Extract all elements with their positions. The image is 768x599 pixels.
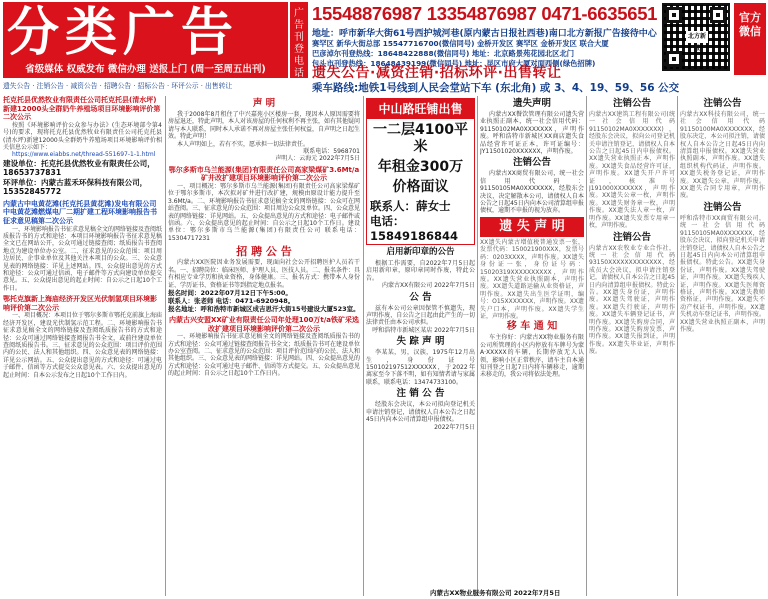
ad-title: 内蒙古兴安盟XX矿业有限责任公司年处理100万t/a铁矿采选改扩建项目环境影响评价第二次公示 bbox=[168, 315, 360, 333]
declaration-body: 内蒙古XX餐饮管理有限公司遗失营业执照正副本，统一社会信用代码：91150102MA0XXXXXXX，声明作废。呼和浩特市新城区XX商店遗失食品经营许可证正本，许可证编号：JY11501020XXXXXX，声明作废。 bbox=[480, 111, 584, 156]
tagline: 遗失公告·减资注销·招标环评·出售转让 bbox=[312, 65, 562, 81]
cancel-body: 呼和浩特市XX商贸有限公司，统一社会信用代码91150105MA0XXXXXXX，经股东会决议，拟向登记机关申请注销登记，请债权人自本公告之日起45日内向本公司清算组申报债权。特此公告。XX遗失身份证，声明作废。XX遗失驾驶证，声明作废。XX遗失残疾人证，声明作废。XX遗失医师资格证，声明作废。XX遗失教师资格证，声明作废。XX遗失不动产权证书，声明作废。XX遗失机动车登记证书，声明作废。XX遗失营业执照正副本，声明作废。 bbox=[680, 214, 765, 333]
branch-line: 赛罕区 新华大街总部 15547716700(微信同号) 金桥开发区 赛罕区 金桥开发区 联合大厦 bbox=[312, 39, 609, 48]
notice-signature: 声明人：云海元 2022年7月5日 bbox=[275, 155, 360, 163]
shop-ad-rent: 年租金300万 bbox=[377, 159, 464, 175]
recruit-time: 报名时间：2022年07月12日下午5:00。 bbox=[168, 288, 292, 297]
hotline-label: 广告刊登电话 bbox=[290, 2, 308, 78]
bus-route: 乘车路线:地铁1号线到人民会堂站下车 (东北角) 或 3、4、19、59、56 公交 bbox=[312, 82, 680, 94]
cancel-title: 注销公告 bbox=[612, 231, 651, 243]
move-car-body: 车主你好：内蒙古XX物业服务有限公司所管理的小区内停放有车牌号为蒙A·XXXXX的车辆，长期停放无人认领，影响小区正常秩序，请车主自本通知刊登之日起7日内将车辆移走，逾期未移走的，我公司将依法处理。 bbox=[480, 334, 584, 379]
missing-person-title: 失 踪 声 明 bbox=[396, 336, 445, 348]
declaration-title: 遗失声明 bbox=[512, 98, 551, 109]
tagline-bar bbox=[290, 62, 660, 80]
logo bbox=[3, 2, 288, 78]
logo-slogan: 省级媒体 权威发布 微信办理 送报上门 (周一至周五出刊) bbox=[25, 64, 266, 75]
ad-body: 一、环境影响报告书征求意见稿全文的网络链接及查阅纸质报告书的方式和途径：公众可通过链接查阅报告书全文；纸质报告书可在建设单位办公室查阅。二、征求意见的公众范围：项目评价范围内的公民、法人和其他组织。三、公众意见表的网络链接：详见网站。四、公众提出意见的方式和途径：公众可通过电子邮件、信函等方式提交。五、公众提出意见的起止时间：自公示之日起10个工作日内。 bbox=[168, 333, 360, 378]
qr-label: 北方新报 bbox=[687, 33, 706, 52]
public-notice-signature: 呼和浩特市新城区某店 2022年7月5日 bbox=[372, 326, 475, 334]
branch-line: 巴彦淖尔刊登热线：18648422888(微信同号) 地址：北京路景苑花园北区北门 bbox=[312, 49, 575, 58]
cancel-title: 注销公告 bbox=[703, 98, 742, 109]
ad-title: 鄂托克旗新上海庙经济开发区光伏制氢项目环境影响评价第二次公示 bbox=[3, 295, 157, 312]
category-strip: 遗失公告 · 注销公告 · 减资公告 · 招聘公告 · 招标公告 · 环评公示 · 出售转让 bbox=[3, 82, 233, 90]
cancel-body: 内蒙古XX建筑工程有限公司(统一社会信用代码91150102MA0XXXXXXX)，经股东会决议，拟向公司登记机关申请注销登记，请债权人自本公告之日起45日内申报债权。XX遗失营业执照正本，声明作废。XX遗失食品经营许可证，声明作废。XX遗失开户许可证，核准号J191000XXXXXXX，声明作废。XX遗失公章一枚，声明作废。XX遗失财务章一枚，声明作废。XX遗失法人章一枚，声明作废。XX遗失发票专用章一枚，声明作废。 bbox=[589, 111, 675, 230]
public-notice-body: 兹有本公司公章因保管不慎遗失，现声明作废，自公告之日起由此产生的一切法律责任由本公司承担。 bbox=[366, 304, 475, 327]
wechat-badge: 官方微信 bbox=[734, 3, 766, 75]
seal-body: 根据工作需要，自2022年7月5日起启用新印章，原印章同时作废，特此公告。 bbox=[366, 260, 475, 282]
missing-person-body: 李某某，男，汉族，1975年12月出生，身份证号150102197512XXXXXX，于2022年离家至今下落不明，如有知情者请与家属联系，联系电话：13474733100。 bbox=[366, 349, 475, 386]
shop-ad-header: 中山路旺铺出售 bbox=[367, 99, 474, 119]
cancel-title: 注销公告 bbox=[512, 157, 551, 169]
cancel-title: 注销公告 bbox=[612, 98, 651, 109]
branch-line: 包头市刊登热线：18648439199(微信同号) 地址：昆区市府大厦对面西侧(绿色招牌) bbox=[312, 59, 596, 68]
ad-body: 一、环境影响报告书征求意见稿全文的网络链接及查阅纸质报告书的方式和途径：本项目环境影响报告书征求意见稿全文已在网站公开，公众可通过链接查阅；纸质报告书查阅地点为建设单位办公室。二、征求意见的公众范围：项目周边居民、企事业单位及其他关注本项目的公众。三、公众意见表的网络链接：详见上述网站。四、公众提出意见的方式和途径：公众可通过信函、电子邮件等方式向建设单位提交意见。五、公众提出意见的起止时间：自公示之日起10个工作日。 bbox=[3, 225, 162, 292]
shop-ad-area: 一二层4100平米 bbox=[373, 122, 468, 155]
cancel-body: 内蒙古XX商贸有限公司，统一社会信用代码：91150105MA0XXXXXXX，经股东会决议，决定解散本公司，请债权人自本公告之日起45日内向本公司清算组申报债权，逾期不申报的视为放弃。 bbox=[480, 170, 584, 215]
ad-title: 鄂尔多斯市乌兰能源(集团)有限责任公司高家梁煤矿3.6Mt/a矿井改扩建项目环境影响评价第二次公示 bbox=[168, 165, 360, 183]
logo-title: 分类广告 bbox=[7, 2, 240, 63]
column-2 bbox=[168, 96, 360, 596]
ad-body: 一、项目概况：鄂尔多斯市乌兰能源(集团)有限责任公司高家梁煤矿位于鄂尔多斯市，本次拟对矿井进行改扩建，规模由原设计能力提升至3.6Mt/a。二、环境影响报告书征求意见稿全文的网络链接：公众可在网站查阅。三、征求意见的公众范围：项目周边公众及单位。四、公众意见表的网络链接：详见网站。五、公众提出意见的方式和途径：电子邮件或信函。六、公众提出意见的起止时间：自公示之日起10个工作日。建设单位：鄂尔多斯市乌兰能源(集团)有限责任公司 联系电话：15304717231 bbox=[168, 183, 360, 242]
column-1 bbox=[3, 96, 162, 596]
column-divider bbox=[586, 96, 587, 596]
cancel-title: 注 销 公 告 bbox=[396, 388, 445, 400]
shop-for-sale-ad bbox=[366, 98, 475, 245]
column-6 bbox=[680, 96, 765, 596]
lost-notice-body: XX遗失内蒙古增值税普通发票一张，发票代码：150021900XXX，发票号码：0203XXXX，声明作废。XX遗失身份证一张，身份证号码：15020319XXXXXXXXXX，声明作废。XX遗失营业执照副本，声明作废。XX遗失道路运输从业资格证，声明作废。XX遗失出生医学证明，编号：O15XXXXXXX，声明作废。XX遗失户口本，声明作废。XX遗失学生证，声明作废。 bbox=[480, 238, 584, 320]
shop-ad-phone: 电话：15849186844 bbox=[370, 214, 459, 243]
seal-signature: 内蒙古XX有限公司 2022年7月5日 bbox=[381, 282, 475, 290]
recruit-body: 内蒙古XX医院因业务发展需要，现面向社会公开招聘医护人员若干名。一、招聘岗位：临床医师、护理人员、医技人员。二、报名条件：具有相应专业学历和执业资格，身体健康。三、报名方式：携带本人身份证、学历证书、资格证书等到指定地点报名。 bbox=[168, 259, 360, 289]
column-5 bbox=[589, 96, 675, 596]
move-car-signature: 内蒙古XX物业服务有限公司 2022年7月5日 bbox=[430, 589, 561, 597]
qr-finder bbox=[666, 51, 682, 67]
column-divider bbox=[477, 96, 478, 596]
column-divider bbox=[363, 96, 364, 596]
cancel-body: 经股东会决议，本公司拟向登记机关申请注销登记，请债权人自本公告之日起45日内向本公司清算组申报债权。 bbox=[366, 401, 475, 424]
lost-notice-band: 遗 失 声 明 bbox=[480, 217, 584, 237]
cancel-signature: 2022年7月5日 bbox=[434, 423, 475, 431]
ad-link[interactable]: https://www.eiabbs.net/thread-551697-1-1.html bbox=[12, 151, 156, 159]
qr-finder bbox=[710, 7, 726, 23]
notice-contact: 联系电话：5968701 bbox=[303, 148, 360, 156]
column-4 bbox=[480, 96, 584, 596]
recruit-title: 招 聘 公 告 bbox=[236, 245, 292, 259]
qr-finder bbox=[666, 7, 682, 23]
notice-extra: 本人声明如上，若有不实，愿承担一切法律责任。 bbox=[177, 140, 310, 148]
ad-title: 托克托县优然牧业有限责任公司托克托县(清水坪)新建12000头全群奶牛养殖场项目环境影响评价第二次公示 bbox=[3, 96, 161, 122]
ad-body: 一、项目概况：本项目位于鄂尔多斯市鄂托克前旗上海庙经济开发区，建设光伏制氢示范工程。二、环境影响报告书征求意见稿全文的网络链接及查阅纸质报告书的方式和途径：公众可通过网络链接查阅报告书全文，或前往建设单位查阅纸质报告书。三、征求意见的公众范围：项目评价范围内的公民、法人和其他组织。四、公众意见表的网络链接：详见公示网站。五、公众提出意见的方式和途径：可通过电子邮件、信函等方式提交公众意见表。六、公众提出意见的起止时间：自本公示发布之日起10个工作日内。 bbox=[3, 312, 162, 379]
notice-body: 我于2008年8月租住了中兴嘉苑小区楼房一套，现因本人原因需要将房屋退还，特此声明，本人对该房屋的任何权利不再主张，如有其他疑问请与本人联系，同时本人承诺不再对房屋主张任何权益，自声明之日起生效。特此声明！ bbox=[168, 111, 360, 141]
shop-ad-price: 价格面议 bbox=[392, 179, 449, 195]
ad-title: 内蒙古中电黄花滩(托克托县黄花滩)发电有限公司 中电黄花滩燃煤电厂二期扩建工程环境影响报告书征求意见稿第二次公示 bbox=[3, 199, 157, 225]
masthead bbox=[0, 0, 768, 95]
builder-line: 建设单位：托克托县优然牧业有限责任公司，18653737831 bbox=[3, 158, 155, 178]
move-car-title: 移 车 通 知 bbox=[506, 321, 558, 333]
public-notice-title: 公 告 bbox=[409, 291, 432, 303]
recruit-contact: 联系人：张老师 电话：0471-6920948。 bbox=[168, 296, 295, 305]
cancel-body: 内蒙古XX农牧业专业合作社，统一社会信用代码93150XXXXXXXXXXXXX，经成员大会决议，拟申请注销登记，请债权人自本公告之日起45日内向清算组申报债权。特此公告。XX遗失身份证，声明作废。XX遗失驾驶证，声明作废。XX遗失行驶证，声明作废。XX遗失车辆登记证书，声明作废。XX遗失购房合同，声明作废。XX遗失购房发票，声明作废。XX遗失报到证，声明作废。XX遗失毕业证，声明作废。 bbox=[589, 244, 675, 356]
cancel-title: 注销公告 bbox=[703, 201, 742, 213]
column-divider bbox=[677, 96, 678, 596]
seal-title: 启用新印章的公告 bbox=[386, 247, 455, 257]
notice-title: 声 明 bbox=[252, 98, 276, 109]
cancel-body: 内蒙古XX科技有限公司，统一社会信用代码91150100MA0XXXXXXX，经股东决定，本公司拟注销，请债权人自本公告之日起45日内向清算组申报债权。XX遗失营业执照副本，声明作废。XX遗失组织机构代码证，声明作废。XX遗失税务登记证，声明作废。XX遗失公章，声明作废。XX遗失合同专用章，声明作废。 bbox=[680, 111, 765, 200]
office-address: 地址：呼市新华大街61号西护城河巷(原内蒙古日报社西巷)南口北方新报广告接待中心 bbox=[312, 29, 657, 39]
ad-body: 按照《环境影响评价公众参与办法》(生态环境部令第4号)的要求，现将托克托县优然牧业有限责任公司托克托县(清水坪)新建12000头全群奶牛养殖场项目环境影响评价相关信息公示如下： bbox=[3, 121, 162, 151]
eia-line: 环评单位：内蒙古蓝禾环保科技有限公司，15352845772 bbox=[3, 177, 148, 197]
column-divider bbox=[165, 96, 166, 596]
shop-ad-contact: 联系人：薛女士 bbox=[370, 199, 451, 213]
column-3 bbox=[366, 96, 475, 596]
recruit-address: 报名地址：呼和浩特市新城区成吉思汗大街15号建设大厦523室。 bbox=[168, 304, 360, 313]
hotline-numbers: 15548876987 13354876987 0471-6635651 bbox=[312, 3, 658, 24]
qr-code-icon[interactable] bbox=[662, 3, 730, 71]
